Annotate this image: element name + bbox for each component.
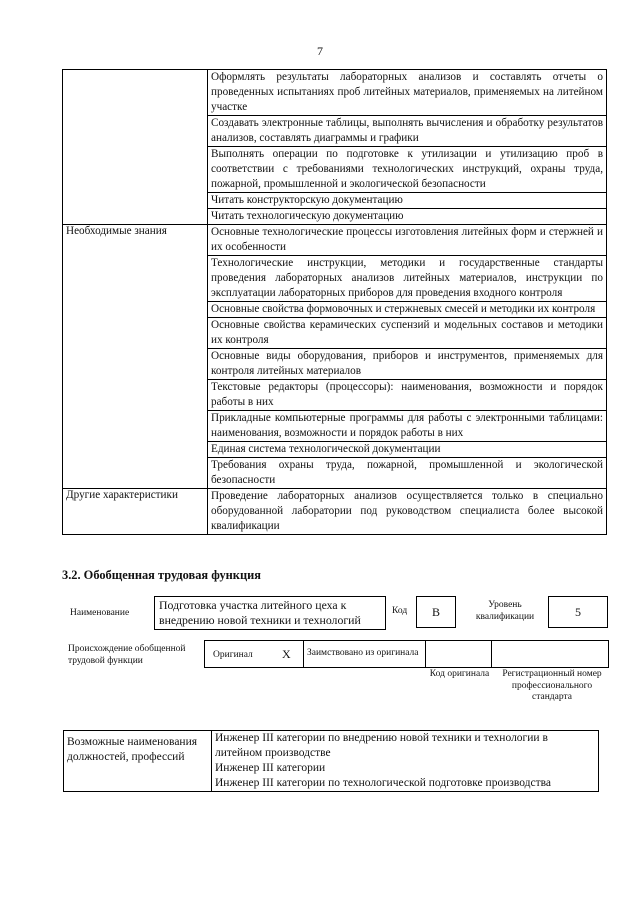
original-cell [204, 640, 304, 668]
knowledge-row: Требования охраны труда, пожарной, промышленной и экологической безопасности [208, 458, 607, 489]
skills-table [62, 69, 607, 535]
original-label: Оригинал [213, 650, 253, 660]
knowledge-row: Основные свойства формовочных и стержневых смесей и методики их контроля [208, 302, 607, 318]
other-label: Другие характеристики [63, 489, 208, 535]
original-mark: X [282, 647, 291, 661]
level-box: 5 [548, 596, 608, 628]
professions-table [63, 730, 599, 792]
knowledge-row: Основные виды оборудования, приборов и инструментов, применяемых для контроля литейных материалов [208, 349, 607, 380]
skill-row: Выполнять операции по подготовке к утилизации и утилизацию проб в соответствии с требованиями технологических инструкций, охраны труда, пожарной, промышленной и экологической безопасности [208, 147, 607, 193]
reg-number-cell [491, 640, 609, 668]
page-number: 7 [317, 44, 323, 58]
level-label: Уровень квалификации [475, 600, 535, 622]
reg-number-label: Регистрационный номер профессионального стандарта [502, 669, 602, 702]
original-code-cell [425, 640, 492, 668]
origin-label: Происхождение обобщенной трудовой функции [68, 644, 186, 666]
empty-label-cell [63, 70, 208, 225]
profession-item: Инженер III категории [215, 762, 326, 774]
skill-row: Читать конструкторскую документацию [208, 193, 607, 209]
professions-label: Возможные наименования должностей, профессий [64, 731, 212, 792]
borrowed-cell [303, 640, 426, 668]
professions-list [212, 731, 599, 792]
profession-item: Инженер III категории по технологической подготовке производства [215, 777, 552, 789]
code-original-label: Код оригинала [429, 669, 490, 679]
code-label: Код [392, 606, 408, 616]
knowledge-label: Необходимые знания [63, 225, 208, 489]
borrowed-label: Заимствовано из оригинала [307, 648, 419, 658]
knowledge-row: Основные свойства керамических суспензий и модельных составов и методики их контроля [208, 318, 607, 349]
profession-item: Инженер III категории по внедрению новой техники и технологии в литейном производстве [215, 732, 548, 759]
other-text: Проведение лабораторных анализов осуществляется только в специально оборудованной лаборатории под руководством специалиста более высокой квалификации [208, 489, 607, 535]
function-name-box: Подготовка участка литейного цеха к внедрению новой техники и технологий [154, 596, 386, 630]
knowledge-row: Основные технологические процессы изготовления литейных форм и стержней и их особенности [208, 225, 607, 256]
name-label: Наименование [70, 608, 130, 618]
knowledge-row: Прикладные компьютерные программы для работы с электронными таблицами: наименования, возможности и порядок работы в них [208, 411, 607, 442]
skill-row: Читать технологическую документацию [208, 209, 607, 225]
knowledge-row: Единая система технологической документации [208, 442, 607, 458]
knowledge-row: Текстовые редакторы (процессоры): наименования, возможности и порядок работы в них [208, 380, 607, 411]
skill-row: Оформлять результаты лабораторных анализов и составлять отчеты о проведенных испытаниях проб литейных материалов, применяемых на литейном участке [208, 70, 607, 116]
section-title: 3.2. Обобщенная трудовая функция [62, 568, 261, 582]
knowledge-row: Технологические инструкции, методики и государственные стандарты проведения лабораторных анализов литейных материалов, инструкции по эксплуатации лабораторных приборов для проведения входного контроля [208, 256, 607, 302]
skill-row: Создавать электронные таблицы, выполнять вычисления и обработку результатов анализов, составлять диаграммы и графики [208, 116, 607, 147]
code-box: B [416, 596, 456, 628]
